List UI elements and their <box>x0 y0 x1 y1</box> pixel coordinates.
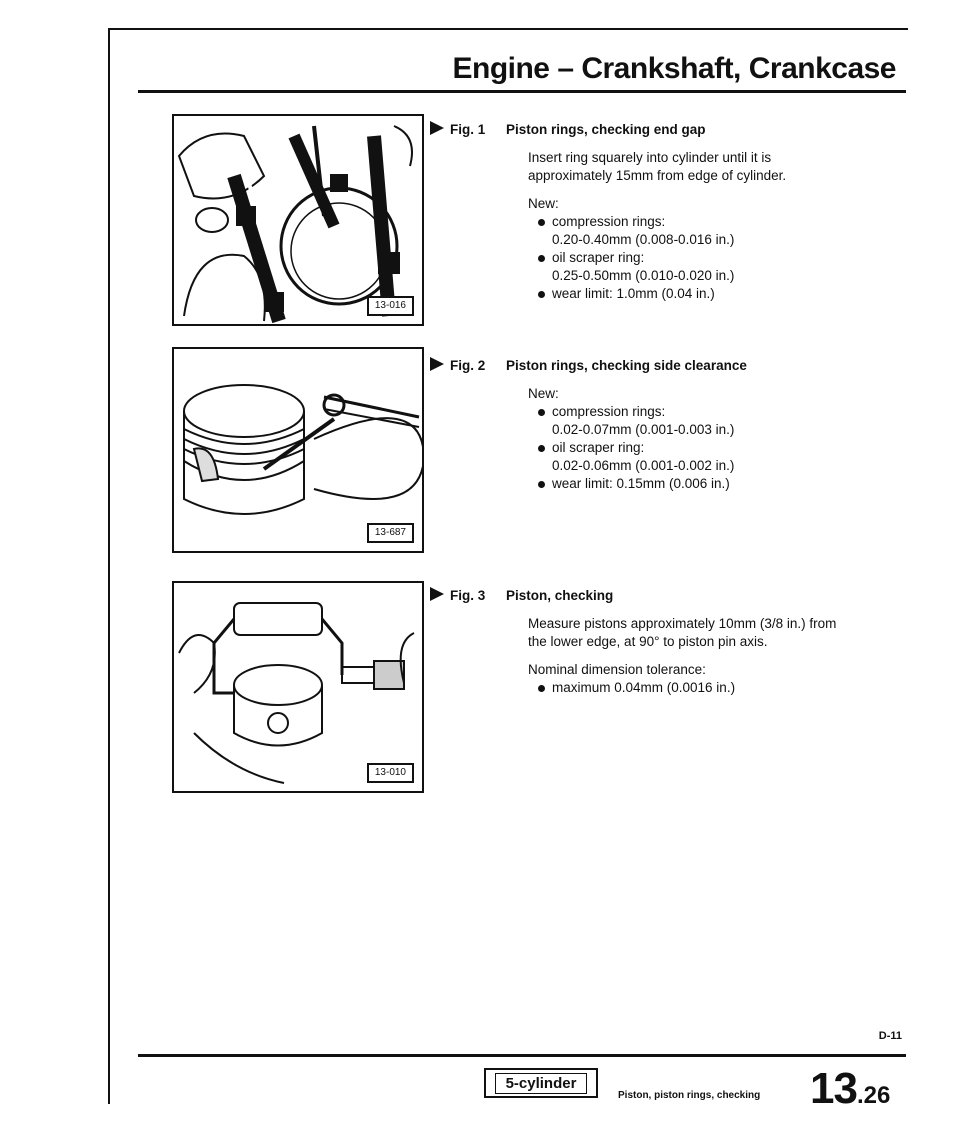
arrow-right-icon <box>430 357 444 371</box>
page-number <box>810 1064 890 1114</box>
figure-2-heading <box>430 356 870 375</box>
figure-1-label: Fig. 1 <box>450 122 486 137</box>
figure-3-code: 13-010 <box>367 763 414 783</box>
list-item: compression rings: 0.02-0.07mm (0.001-0.003 in.) <box>538 403 870 439</box>
figure-2-title: Piston rings, checking side clearance <box>506 358 747 373</box>
figure-2-bullets <box>538 403 870 493</box>
figure-2-list-heading: New: <box>528 386 559 401</box>
figure-1-list-heading: New: <box>528 196 559 211</box>
figure-1-title: Piston rings, checking end gap <box>506 122 706 137</box>
header-rule <box>138 90 906 93</box>
page-subnumber: .26 <box>856 1082 891 1109</box>
arrow-right-icon <box>430 587 444 601</box>
figure-2-section <box>430 356 870 493</box>
list-item: wear limit: 1.0mm (0.04 in.) <box>538 285 870 303</box>
list-item: compression rings: 0.20-0.40mm (0.008-0.016 in.) <box>538 213 870 249</box>
model-box <box>484 1068 598 1098</box>
figure-2-label: Fig. 2 <box>450 358 486 373</box>
figure-3-heading <box>430 586 870 605</box>
list-item: maximum 0.04mm (0.0016 in.) <box>538 679 870 697</box>
list-item: oil scraper ring: 0.02-0.06mm (0.001-0.002 in.) <box>538 439 870 475</box>
footer-rule <box>138 1054 906 1057</box>
arrow-right-icon <box>430 121 444 135</box>
figure-1-paragraph: Insert ring squarely into cylinder until it is approximately 15mm from edge of cylinder. <box>528 150 787 183</box>
figure-2-code: 13-687 <box>367 523 414 543</box>
figure-1-section <box>430 120 870 303</box>
figure-3-title: Piston, checking <box>506 588 614 603</box>
page-title: Engine – Crankshaft, Crankcase <box>452 52 896 85</box>
model-label: 5-cylinder <box>495 1073 588 1094</box>
section-number: 13 <box>810 1064 857 1113</box>
footer-caption: Piston, piston rings, checking <box>618 1090 761 1101</box>
page-id: D-11 <box>878 1030 902 1042</box>
figure-3-section <box>430 586 870 697</box>
page-left-border <box>108 28 110 1104</box>
list-item: oil scraper ring: 0.25-0.50mm (0.010-0.020 in.) <box>538 249 870 285</box>
page-top-rule <box>108 28 908 30</box>
figure-2-image <box>172 347 424 553</box>
figure-1-heading <box>430 120 870 139</box>
figure-3-image <box>172 581 424 793</box>
figure-1-code: 13-016 <box>367 296 414 316</box>
figure-3-list-heading: Nominal dimension tolerance: <box>528 662 706 677</box>
list-item: wear limit: 0.15mm (0.006 in.) <box>538 475 870 493</box>
figure-1-bullets <box>538 213 870 303</box>
figure-3-bullets <box>538 679 870 697</box>
figure-1-image <box>172 114 424 326</box>
figure-3-label: Fig. 3 <box>450 588 486 603</box>
figure-3-paragraph: Measure pistons approximately 10mm (3/8 in.) from the lower edge, at 90° to piston pin axis. <box>528 616 837 649</box>
